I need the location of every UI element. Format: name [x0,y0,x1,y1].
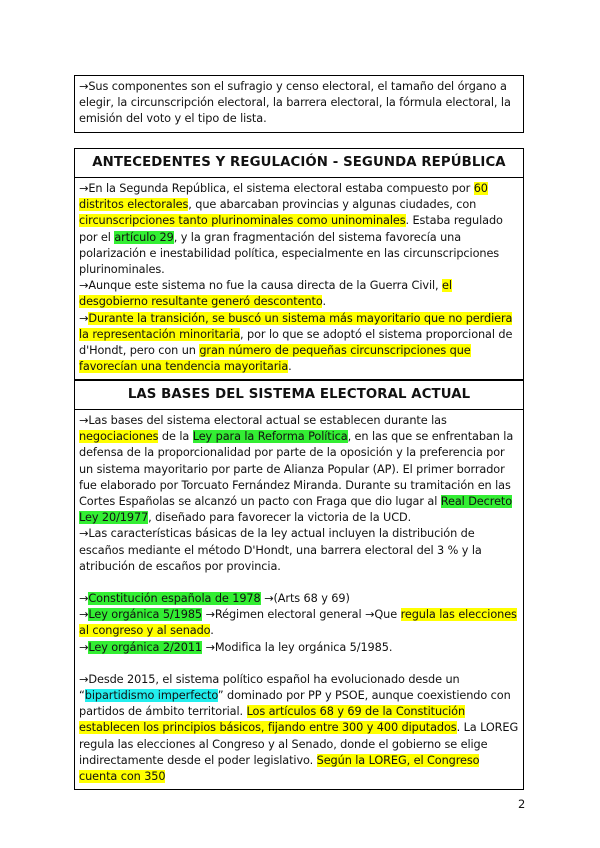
page-number: 2 [518,797,526,811]
highlight-yellow: negociaciones [79,430,159,444]
highlight-green: Ley orgánica 2/2011 [88,640,203,654]
section-bases [74,380,524,790]
highlight-yellow: el desgobierno resultante generó descontento [79,279,452,309]
section-antecedentes [74,148,524,380]
highlight-green: artículo 29 [114,230,174,244]
highlight-yellow: regula las elecciones al congreso y al senado [79,608,517,638]
spacer [79,575,519,591]
section-title: LAS BASES DEL SISTEMA ELECTORAL ACTUAL [75,381,523,410]
text: →En la Segunda República, el sistema electoral estaba compuesto por [79,182,474,195]
highlight-cyan: bipartidismo imperfecto [84,689,218,703]
text: →Régimen electoral general →Que [202,608,401,622]
section-title: ANTECEDENTES Y REGULACIÓN - SEGUNDA REPÚBLICA [75,149,523,178]
highlight-yellow: Según la LOREG, el Congreso cuenta con 350 [79,753,480,784]
highlight-yellow: gran número de pequeñas circunscripciones que favorecían una tendencia mayoritaria [79,344,471,374]
highlight-green: Ley orgánica 5/1985 [88,608,203,622]
text: . La LOREG regula las elecciones al Congreso y al Senado, donde el gobierno se elige indirectamente desde el poder legislativo. [79,721,519,767]
text: →Las características básicas de la ley actual incluyen la distribución de escaños mediante el método D'Hondt, una barrera electoral del 3 % y la atribución de escaños por provincia. [79,527,482,573]
text: de la [158,430,193,444]
arrow-icon: → [79,608,89,622]
text: , por lo que se adoptó el sistema proporcional de d'Hondt, pero con un [79,327,513,358]
highlight-yellow: 60 distritos electorales [79,182,488,212]
text: . [210,624,214,638]
text: , que abarcaban provincias y algunas ciudades, con [188,198,477,212]
text: . [288,360,292,374]
text: →(Arts 68 y 69) [260,592,350,606]
text: →Las bases del sistema electoral actual se establecen durante las [79,414,447,427]
text: →Modifica la ley orgánica 5/1985. [202,640,393,654]
text: ” dominado por PP y PSOE, aunque coexistiendo con partidos de ámbito territorial. [79,689,511,719]
section-body [75,178,523,379]
arrow-icon: → [79,640,89,654]
intro-paragraph: →Sus componentes son el sufragio y censo electoral, el tamaño del órgano a elegir, la circunscripción electoral, la barrera electoral, la fórmula electoral, la emisión del voto y el tipo de lista. [79,80,511,126]
highlight-yellow: Durante la transición, se buscó un sistema más mayoritario que no perdiera la representación minoritaria [79,311,513,341]
text: , diseñado para favorecer la victoria de la UCD. [148,511,412,525]
text: →Aunque este sistema no fue la causa directa de la Guerra Civil, [79,279,442,293]
highlight-yellow: Los artículos 68 y 69 de la Constitución establecen los principios básicos, fijando entre 300 y 400 diputados [79,705,466,735]
text: , en las que se enfrentaban la defensa de la proporcionalidad por parte de la oposición y la preferencia por un sistema mayoritario por parte de Alianza Popular (AP). El primer borrador fue elaborado por Torcuato Fernández Miranda. Durante su tramitación en las Cortes Españolas se alcanzó un pacto con Fraga que dio lugar al [79,430,514,509]
highlight-green: Constitución española de 1978 [88,592,261,606]
text: . Estaba regulado por el [79,214,503,244]
highlight-yellow: circunscripciones tanto plurinominales como uninominales [79,214,406,228]
spacer [79,656,519,672]
highlight-green: Ley para la Reforma Política [192,430,348,444]
text: →Desde 2015, el sistema político español ha evolucionado desde un “ [79,672,460,703]
highlight-green: Real Decreto Ley 20/1977 [79,495,513,525]
text: , y la gran fragmentación del sistema favorecía una polarización e inestabilidad política, especialmente en las circunscripciones plurinominales. [79,230,500,277]
text: . [322,295,326,309]
section-body [75,410,523,789]
arrow-icon: → [79,311,89,325]
intro-box [74,75,524,133]
arrow-icon: → [79,592,89,606]
